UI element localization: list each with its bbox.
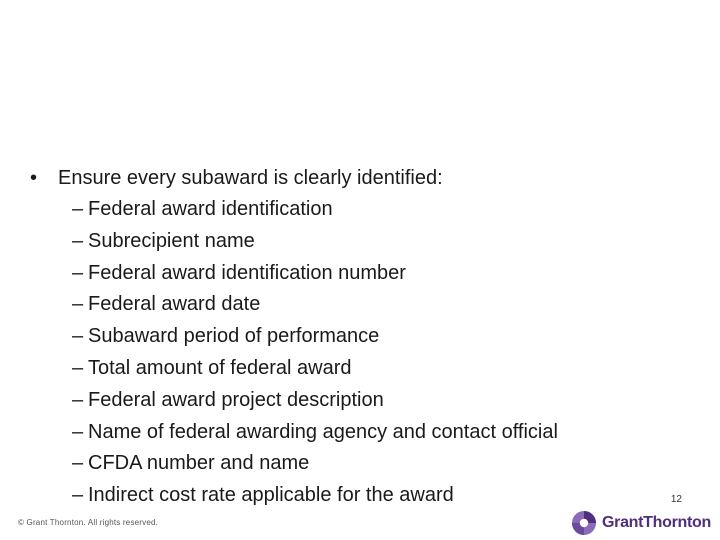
- sub-bullet-text: CFDA number and name: [88, 452, 310, 475]
- sub-bullet-list: [30, 194, 670, 512]
- sub-bullet-text: Subaward period of performance: [88, 325, 380, 348]
- dash-marker: –: [72, 325, 84, 348]
- sub-bullet-text: Name of federal awarding agency and contact official: [88, 420, 558, 443]
- dash-marker: –: [72, 452, 84, 475]
- sub-bullet-item: [30, 194, 670, 226]
- grant-thornton-logo: [571, 509, 711, 537]
- sub-bullet-item: [30, 417, 670, 449]
- sub-bullet-text: Total amount of federal award: [88, 356, 352, 379]
- logo-wordmark: GrantThornton: [602, 514, 711, 531]
- dash-marker: –: [72, 484, 84, 507]
- sub-bullet-item: [30, 480, 670, 512]
- sub-bullet-text: Federal award date: [88, 293, 261, 316]
- sub-bullet-text: Federal award identification number: [88, 261, 406, 284]
- dash-marker: –: [72, 261, 84, 284]
- bullet-marker: •: [30, 167, 38, 189]
- sub-bullet-item: [30, 321, 670, 353]
- dash-marker: –: [72, 198, 84, 220]
- dash-marker: –: [72, 420, 84, 443]
- sub-bullet-text: Subrecipient name: [88, 229, 255, 252]
- copyright-notice: © Grant Thornton. All rights reserved.: [18, 518, 159, 527]
- dash-marker: –: [72, 388, 84, 411]
- sub-bullet-item: [30, 258, 670, 290]
- grant-thornton-logo-icon: [571, 510, 597, 536]
- sub-bullet-text: Federal award project description: [88, 388, 384, 411]
- slide-body: [30, 163, 670, 512]
- sub-bullet-item: [30, 448, 670, 480]
- main-bullet-text: Ensure every subaward is clearly identified:: [58, 167, 443, 189]
- sub-bullet-item: [30, 353, 670, 385]
- sub-bullet-text: Indirect cost rate applicable for the award: [88, 484, 454, 507]
- sub-bullet-text: Federal award identification: [88, 198, 333, 220]
- sub-bullet-item: [30, 385, 670, 417]
- sub-bullet-item: [30, 289, 670, 321]
- page-number: 12: [670, 494, 682, 505]
- dash-marker: –: [72, 293, 84, 316]
- dash-marker: –: [72, 356, 84, 379]
- sub-bullet-item: [30, 226, 670, 258]
- main-bullet: [30, 163, 670, 194]
- dash-marker: –: [72, 229, 84, 252]
